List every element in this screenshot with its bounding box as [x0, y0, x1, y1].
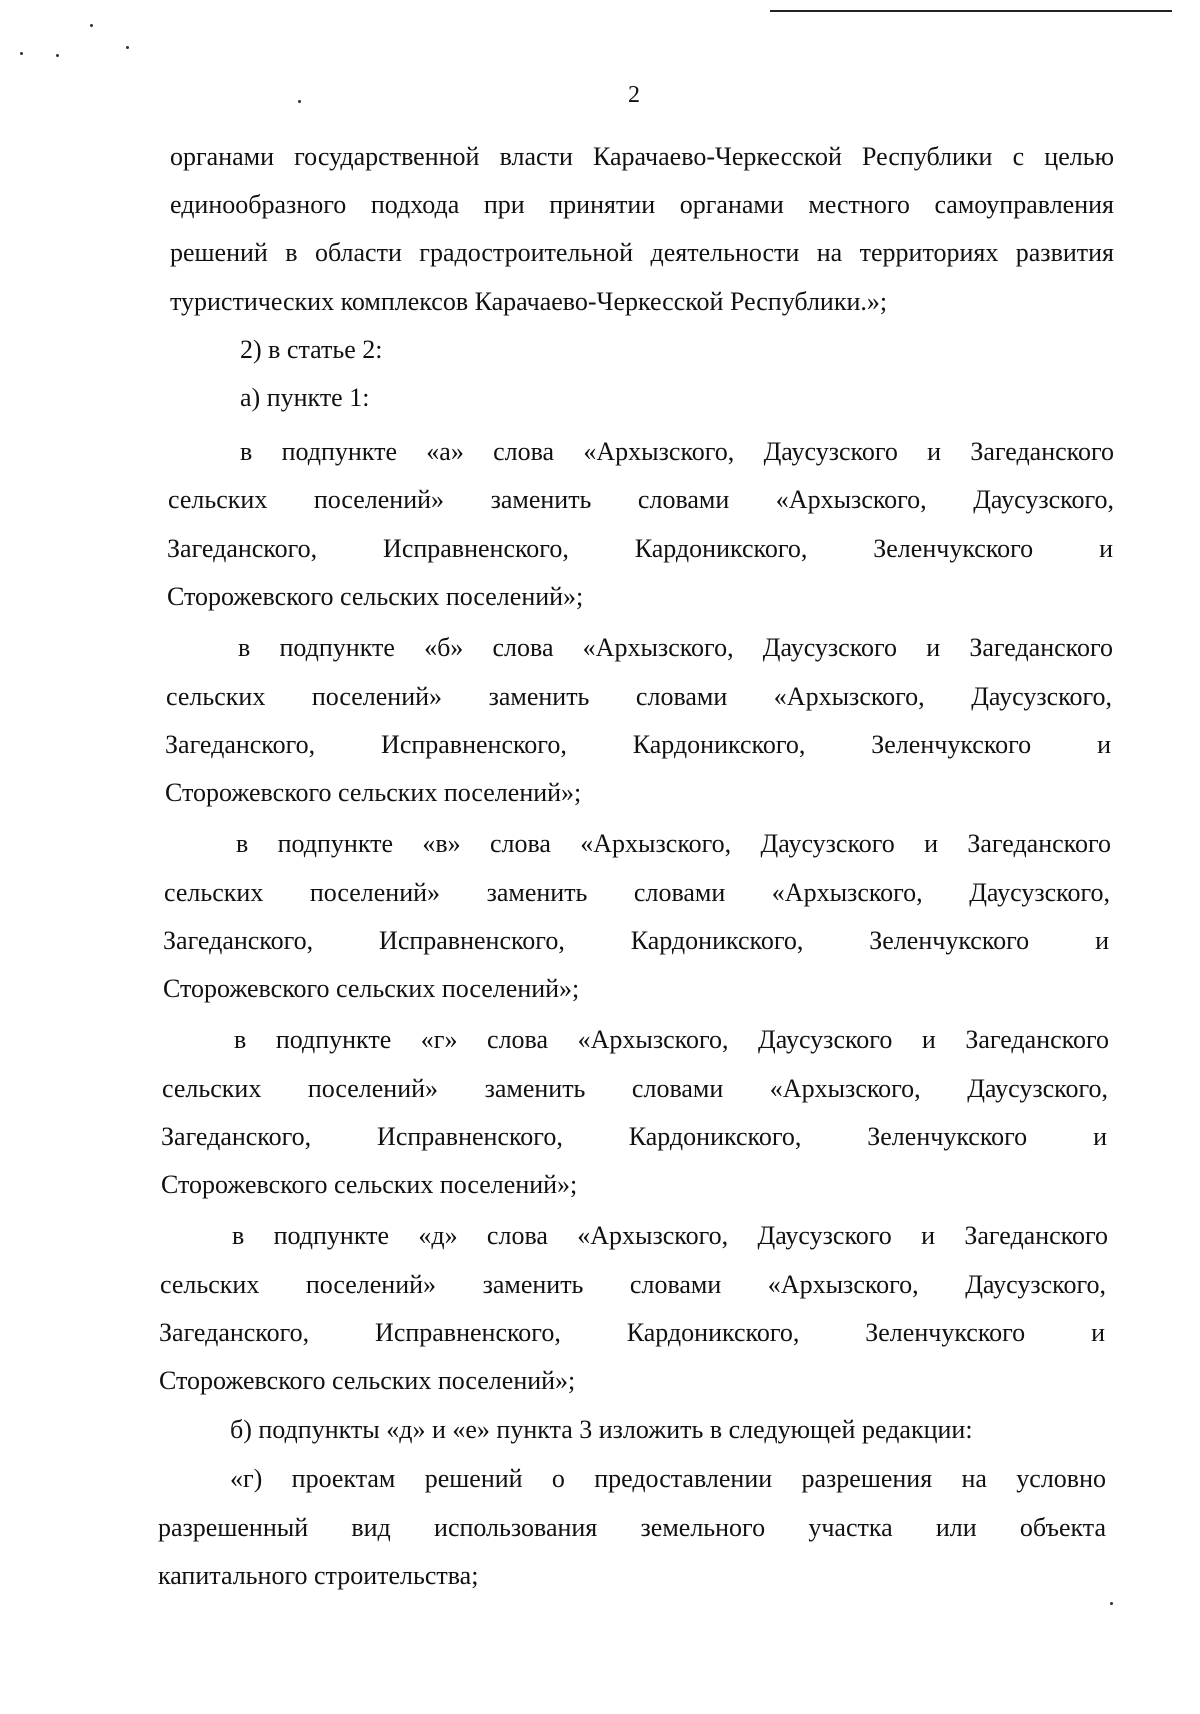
paragraph-line: «г) проектам решений о предоставлении разрешения на условно [230, 1464, 1106, 1493]
paragraph-line: Загеданского, Исправненского, Кардоникского, Зеленчукского и [159, 1318, 1105, 1347]
paragraph-line: Загеданского, Исправненского, Кардоникского, Зеленчукского и [167, 534, 1113, 563]
paragraph-line: сельских поселений» заменить словами «Архызского, Даусузского, [164, 878, 1110, 907]
paragraph-line: Сторожевского сельских поселений»; [167, 582, 584, 611]
paragraph-line: сельских поселений» заменить словами «Архызского, Даусузского, [160, 1270, 1106, 1299]
paragraph-line: Сторожевского сельских поселений»; [165, 778, 582, 807]
scan-speck [20, 52, 23, 55]
paragraph-line: Сторожевского сельских поселений»; [159, 1366, 576, 1395]
paragraph-line: Загеданского, Исправненского, Кардоникского, Зеленчукского и [163, 926, 1109, 955]
scan-speck [56, 54, 59, 57]
paragraph-line: Загеданского, Исправненского, Кардоникского, Зеленчукского и [165, 730, 1111, 759]
paragraph-line: туристических комплексов Карачаево-Черкесской Республики.»; [170, 287, 888, 316]
page-number: 2 [628, 82, 640, 108]
paragraph-line: а) пункте 1: [240, 383, 370, 412]
paragraph-line: Сторожевского сельских поселений»; [163, 974, 580, 1003]
paragraph-line: органами государственной власти Карачаево-Черкесской Республики с целью [170, 142, 1114, 171]
scan-speck [90, 24, 93, 27]
paragraph-line: Загеданского, Исправненского, Кардоникского, Зеленчукского и [161, 1122, 1107, 1151]
paragraph-line: в подпункте «г» слова «Архызского, Даусузского и Загеданского [234, 1025, 1109, 1054]
paragraph-line: капитального строительства; [158, 1561, 479, 1590]
paragraph-line: единообразного подхода при принятии органами местного самоуправления [170, 190, 1114, 219]
paragraph-line: сельских поселений» заменить словами «Архызского, Даусузского, [162, 1074, 1108, 1103]
scan-speck [126, 46, 129, 49]
paragraph-line: в подпункте «д» слова «Архызского, Даусузского и Загеданского [232, 1221, 1108, 1250]
scan-speck [1110, 1602, 1113, 1605]
paragraph-line: в подпункте «б» слова «Архызского, Даусузского и Загеданского [238, 633, 1113, 662]
paragraph-line: 2) в статье 2: [240, 335, 383, 364]
top-rule [770, 10, 1172, 12]
paragraph-line: сельских поселений» заменить словами «Архызского, Даусузского, [166, 682, 1112, 711]
paragraph-line: б) подпункты «д» и «е» пункта 3 изложить в следующей редакции: [230, 1415, 973, 1444]
paragraph-line: Сторожевского сельских поселений»; [161, 1170, 578, 1199]
paragraph-line: в подпункте «а» слова «Архызского, Даусузского и Загеданского [240, 437, 1114, 466]
paragraph-line: разрешенный вид использования земельного участка или объекта [158, 1513, 1106, 1542]
scan-speck [298, 100, 301, 103]
paragraph-line: сельских поселений» заменить словами «Архызского, Даусузского, [168, 485, 1114, 514]
paragraph-line: решений в области градостроительной деятельности на территориях развития [170, 238, 1114, 267]
paragraph-line: в подпункте «в» слова «Архызского, Даусузского и Загеданского [236, 829, 1111, 858]
